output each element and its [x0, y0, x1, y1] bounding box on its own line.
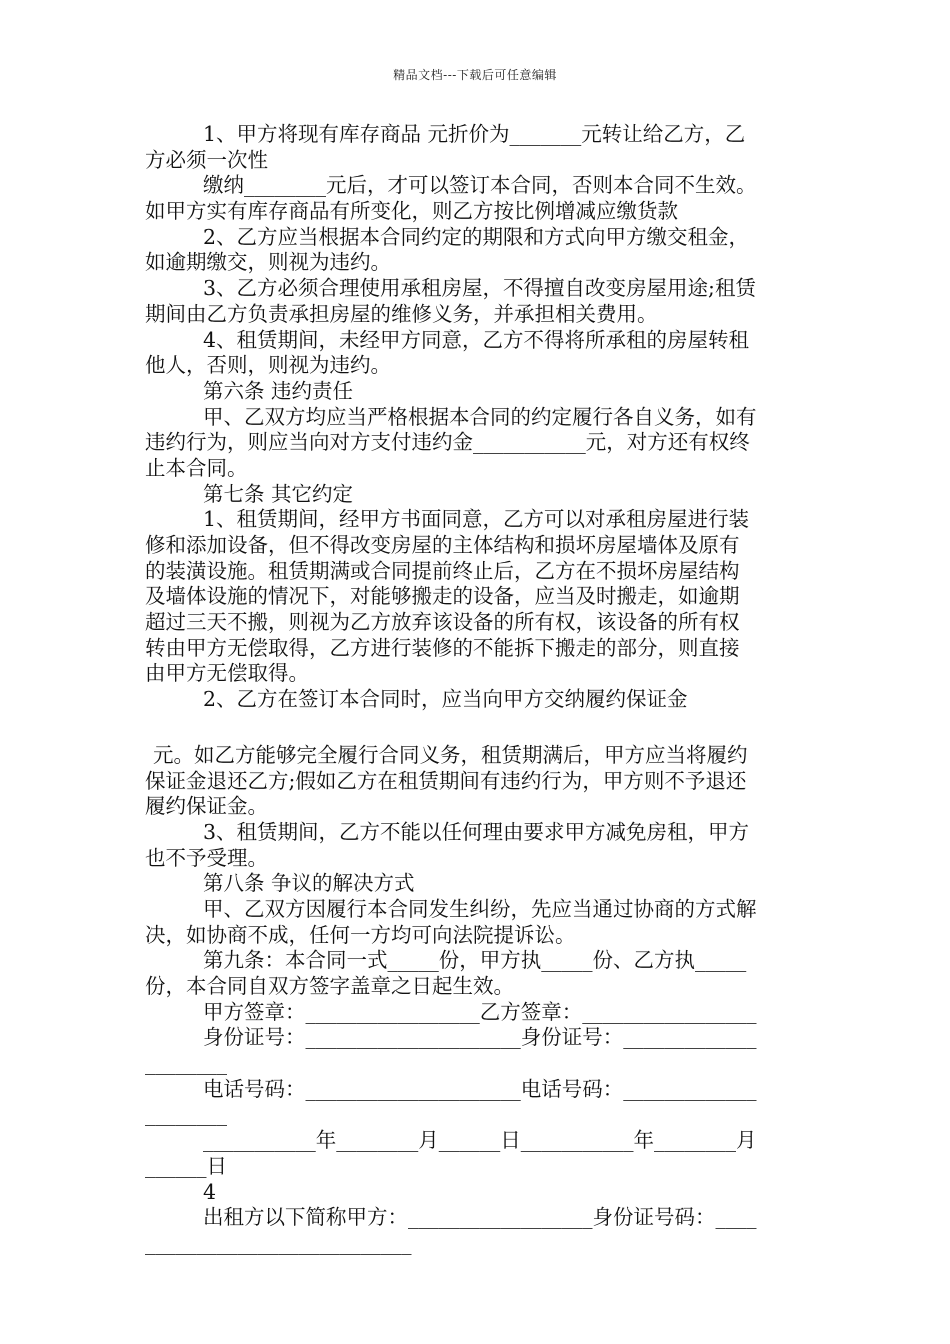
- text-line: 2、乙方应当根据本合同约定的期限和方式向甲方缴交租金，: [203, 224, 750, 249]
- text-line: 身份证号：_____________________身份证号：_____________: [203, 1025, 757, 1050]
- text-line: 第六条 违约责任: [203, 378, 354, 403]
- text-line: 修和添加设备，但不得改变房屋的主体结构和损坏房屋墙体及原有: [145, 533, 740, 557]
- contract-body: [145, 122, 807, 1257]
- page-header: 精品文档---下载后可任意编辑: [393, 68, 557, 82]
- text-line: 2、乙方在签订本合同时，应当向甲方交纳履约保证金: [203, 687, 688, 712]
- text-line: 如逾期缴交，则视为违约。: [145, 250, 391, 275]
- text-line: 元。如乙方能够完全履行合同义务，租赁期满后，甲方应当将履约: [153, 742, 748, 767]
- text-line: 保证金退还乙方;假如乙方在租赁期间有违约行为，甲方则不予退还: [145, 768, 747, 793]
- text-line: 份，本合同自双方签字盖章之日起生效。: [145, 974, 514, 998]
- text-line: 转由甲方无偿取得，乙方进行装修的不能拆下搬走的部分，则直接: [145, 635, 740, 660]
- text-line: 第七条 其它约定: [203, 481, 354, 506]
- text-line: __________________________: [145, 1230, 412, 1255]
- text-line: 由甲方无偿取得。: [145, 661, 309, 686]
- paragraph-gap: [145, 713, 807, 743]
- text-line: 也不予受理。: [145, 845, 268, 870]
- text-line: ______日: [145, 1153, 227, 1178]
- text-line: 3、租赁期间，乙方不能以任何理由要求甲方减免房租，甲方: [203, 819, 750, 844]
- text-line: 4: [203, 1179, 217, 1204]
- text-line: 4、租赁期间，未经甲方同意，乙方不得将所承租的房屋转租: [203, 327, 750, 352]
- text-line: 第九条：本合同一式_____份，甲方执_____份、乙方执_____: [203, 948, 747, 973]
- text-line: 他人，否则，则视为违约。: [145, 353, 391, 378]
- text-line: 履约保证金。: [145, 794, 268, 819]
- text-line: 方必须一次性: [145, 147, 268, 172]
- text-line: 出租方以下简称甲方：__________________身份证号码：____: [203, 1205, 757, 1230]
- text-line: ________: [145, 1051, 227, 1076]
- text-line: 3、乙方必须合理使用承租房屋，不得擅自改变房屋用途;租赁: [203, 276, 756, 301]
- text-line: 期间由乙方负责承担房屋的维修义务，并承担相关费用。: [145, 301, 658, 326]
- text-line: 违约行为，则应当向对方支付违约金___________元，对方还有权终: [145, 430, 750, 455]
- text-line: 1、租赁期间，经甲方书面同意，乙方可以对承租房屋进行装: [203, 507, 750, 532]
- text-line: 止本合同。: [145, 455, 248, 480]
- text-line: 甲、乙双方均应当严格根据本合同的约定履行各自义务，如有: [203, 404, 757, 429]
- text-line: 如甲方实有库存商品有所变化，则乙方按比例增减应缴货款: [145, 199, 678, 224]
- text-line: 甲方签章：_________________乙方签章：_________________: [203, 999, 757, 1024]
- text-line: 决，如协商不成，任何一方均可向法院提诉讼。: [145, 922, 576, 947]
- text-line: 的装潢设施。租赁期满或合同提前终止后，乙方在不损坏房屋结构: [145, 558, 740, 583]
- text-line: 超过三天不搬，则视为乙方放弃该设备的所有权，该设备的所有权: [145, 610, 740, 635]
- text-line: ___________年________月______日___________年________月: [203, 1128, 757, 1153]
- text-line: 1、甲方将现有库存商品 元折价为_______元转让给乙方，乙: [203, 122, 746, 146]
- text-line: 电话号码：_____________________电话号码：_____________: [203, 1076, 757, 1101]
- text-line: ________: [145, 1102, 227, 1127]
- text-line: 及墙体设施的情况下，对能够搬走的设备，应当及时搬走，如逾期: [145, 584, 740, 609]
- text-line: 第八条 争议的解决方式: [203, 871, 415, 896]
- text-line: 甲、乙双方因履行本合同发生纠纷，先应当通过协商的方式解: [203, 896, 757, 921]
- text-line: 缴纳________元后，才可以签订本合同，否则本合同不生效。: [203, 173, 757, 198]
